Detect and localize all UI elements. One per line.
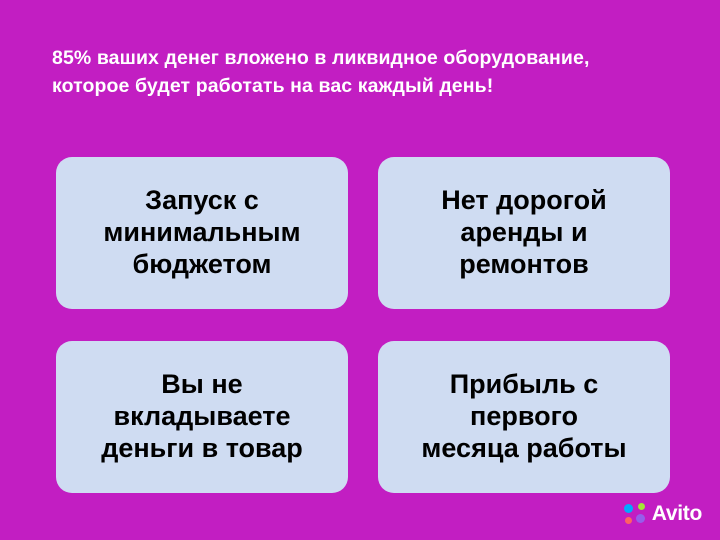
benefit-card-text — [103, 185, 300, 281]
benefit-cards — [56, 157, 670, 493]
benefit-card-line-3: ремонтов — [459, 248, 589, 279]
headline-line-2: которое будет работать на вас каждый день! — [52, 75, 494, 98]
benefit-card-line-2: аренды и — [460, 217, 588, 248]
avito-dots-icon — [624, 503, 646, 525]
benefit-card-no-rent — [378, 157, 670, 309]
benefit-card-line-1: Нет дорогой — [441, 185, 607, 216]
benefit-card-text — [421, 369, 626, 465]
headline — [52, 44, 682, 101]
benefit-card-line-3: бюджетом — [132, 248, 272, 279]
headline-line-1: 85% ваших денег вложено в ликвидное оборудование, — [52, 47, 590, 69]
benefit-card-line-3: деньги в товар — [101, 432, 303, 463]
benefit-card-no-goods-investment — [56, 341, 348, 493]
benefit-card-text — [101, 369, 303, 465]
benefit-card-line-2: первого — [470, 401, 578, 432]
benefit-card-line-1: Вы не — [161, 369, 243, 400]
benefit-card-line-1: Запуск с — [145, 185, 259, 216]
benefit-card-line-1: Прибыль с — [449, 369, 599, 400]
benefit-card-text — [441, 185, 606, 281]
benefit-card-line-2: вкладываете — [113, 401, 291, 432]
avito-wordmark: Avito — [651, 502, 702, 525]
benefit-card-line-2: минимальным — [103, 217, 301, 248]
benefit-card-line-3: месяца работы — [421, 432, 627, 463]
benefit-card-first-month-profit — [378, 341, 670, 493]
benefit-card-launch-budget — [56, 157, 348, 309]
avito-watermark — [624, 502, 702, 526]
